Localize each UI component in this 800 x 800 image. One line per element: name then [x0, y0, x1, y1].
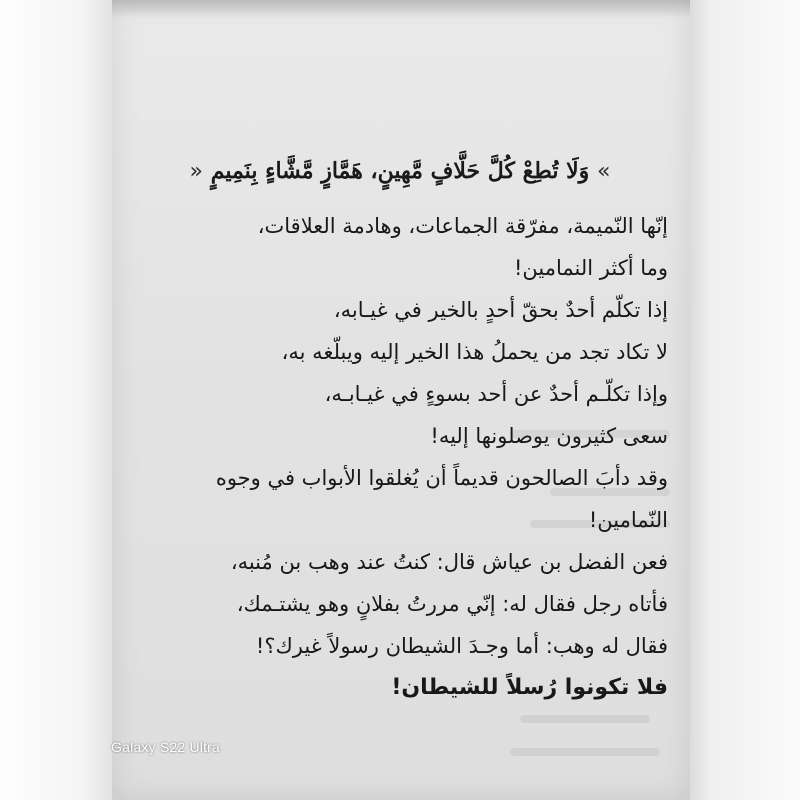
camera-watermark: Galaxy S22 Ultra	[111, 739, 221, 755]
text-line-conclusion: فلا تكونوا رُسلاً للشيطان!	[391, 675, 668, 700]
text-line: إذا تكلّم أحدٌ بحقّ أحدٍ بالخير في غيـابه،	[333, 298, 668, 322]
background-left	[0, 0, 112, 800]
text-line: فعن الفضل بن عياش قال: كنتُ عند وهب بن مُنبه،	[230, 550, 668, 574]
text-line: سعى كثيرون يوصلونها إليه!	[430, 424, 668, 448]
text-line: إنّها النّميمة، مفرّقة الجماعات، وهادمة العلاقات،	[257, 214, 668, 238]
background-right	[690, 0, 800, 800]
bleed-through-mark	[510, 748, 660, 756]
text-line: وإذا تكلّـم أحدٌ عن أحد بسوءٍ في غيـابـه،	[324, 382, 668, 406]
text-line: فقال له وهب: أما وجـدَ الشيطان رسولاً غيرك؟!	[255, 634, 668, 658]
bleed-through-mark	[520, 715, 650, 723]
text-line: وما أكثر النمامين!	[514, 256, 668, 280]
text-line: النّمامين!	[588, 508, 668, 532]
body-paragraph	[128, 205, 668, 709]
quran-verse-heading	[140, 142, 660, 200]
text-line: وقد دأبَ الصالحون قديماً أن يُغلقوا الأبواب في وجوه	[215, 466, 668, 490]
text-line: فأتاه رجل فقال له: إنّي مررتُ بفلانٍ وهو يشتـمك،	[236, 592, 668, 616]
verse-text: وَلَا تُطِعْ كُلَّ حَلَّافٍ مَّهِينٍ، هَمَّازٍ مَّشَّاءٍ بِنَمِيمٍ	[210, 158, 590, 184]
text-line: لا تكاد تجد من يحملُ هذا الخير إليه ويبلّغه به،	[281, 340, 668, 364]
verse-close-ornament: «	[189, 159, 204, 184]
page-top-shadow	[112, 0, 690, 18]
verse-open-ornament: »	[596, 159, 611, 184]
